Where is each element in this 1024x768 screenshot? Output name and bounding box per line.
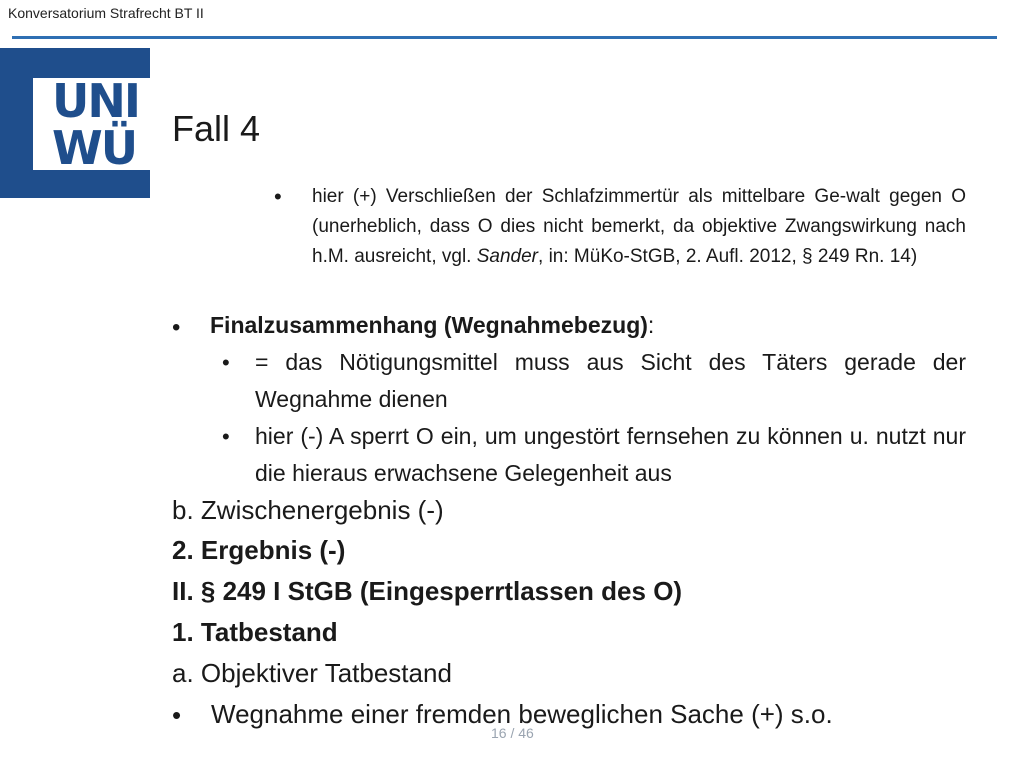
finalzusammenhang-colon: :: [647, 312, 655, 338]
bullet-icon: •: [172, 700, 182, 730]
logo-text-wue: WÜ: [52, 121, 137, 175]
objektiver-tatbestand: a. Objektiver Tatbestand: [172, 658, 452, 688]
slide-title: Fall 4: [172, 108, 261, 149]
bullet-icon: •: [274, 184, 282, 209]
header-divider: [12, 36, 997, 39]
paragraph-gewalt: [312, 182, 966, 272]
list-item-einsperren: hier (-) A sperrt O ein, um ungestört fernsehen zu können u. nutzt nur die hieraus erwachsene Gelegenheit aus: [255, 423, 966, 486]
zwischenergebnis: b. Zwischenergebnis (-): [172, 495, 444, 525]
author-name: Sander: [476, 246, 539, 267]
tatbestand-heading: 1. Tatbestand: [172, 617, 338, 647]
university-logo: [0, 48, 150, 198]
bullet-icon: •: [222, 424, 230, 449]
heading-finalzusammenhang: [210, 307, 970, 344]
logo-text-uni: UNI: [52, 74, 139, 128]
bullet-icon: •: [172, 314, 181, 341]
course-title: Konversatorium Strafrecht BT II: [8, 5, 204, 21]
paragraph-gewalt-citation: , in: MüKo-StGB, 2. Aufl. 2012, § 249 Rn. 14): [538, 246, 918, 267]
wegnahme-line: Wegnahme einer fremden beweglichen Sache (+) s.o.: [211, 699, 833, 729]
paragraph-gewalt-text: hier (+) Verschließen der Schlafzimmertür als mittelbare Ge-walt gegen O (unerheblich, dass O dies nicht bemerkt, da objektive Zwangswirkung nach h.M. ausreicht, vgl.: [312, 186, 966, 267]
ergebnis: 2. Ergebnis (-): [172, 535, 346, 565]
bullet-icon: •: [222, 350, 230, 375]
list-item-noetigungsmittel: = das Nötigungsmittel muss aus Sicht des Täters gerade der Wegnahme dienen: [255, 349, 966, 412]
section-heading-249: II. § 249 I StGB (Eingesperrtlassen des O): [172, 576, 683, 606]
finalzusammenhang-label: Finalzusammenhang (Wegnahmebezug): [210, 312, 648, 338]
page-counter: 16 / 46: [491, 725, 534, 741]
